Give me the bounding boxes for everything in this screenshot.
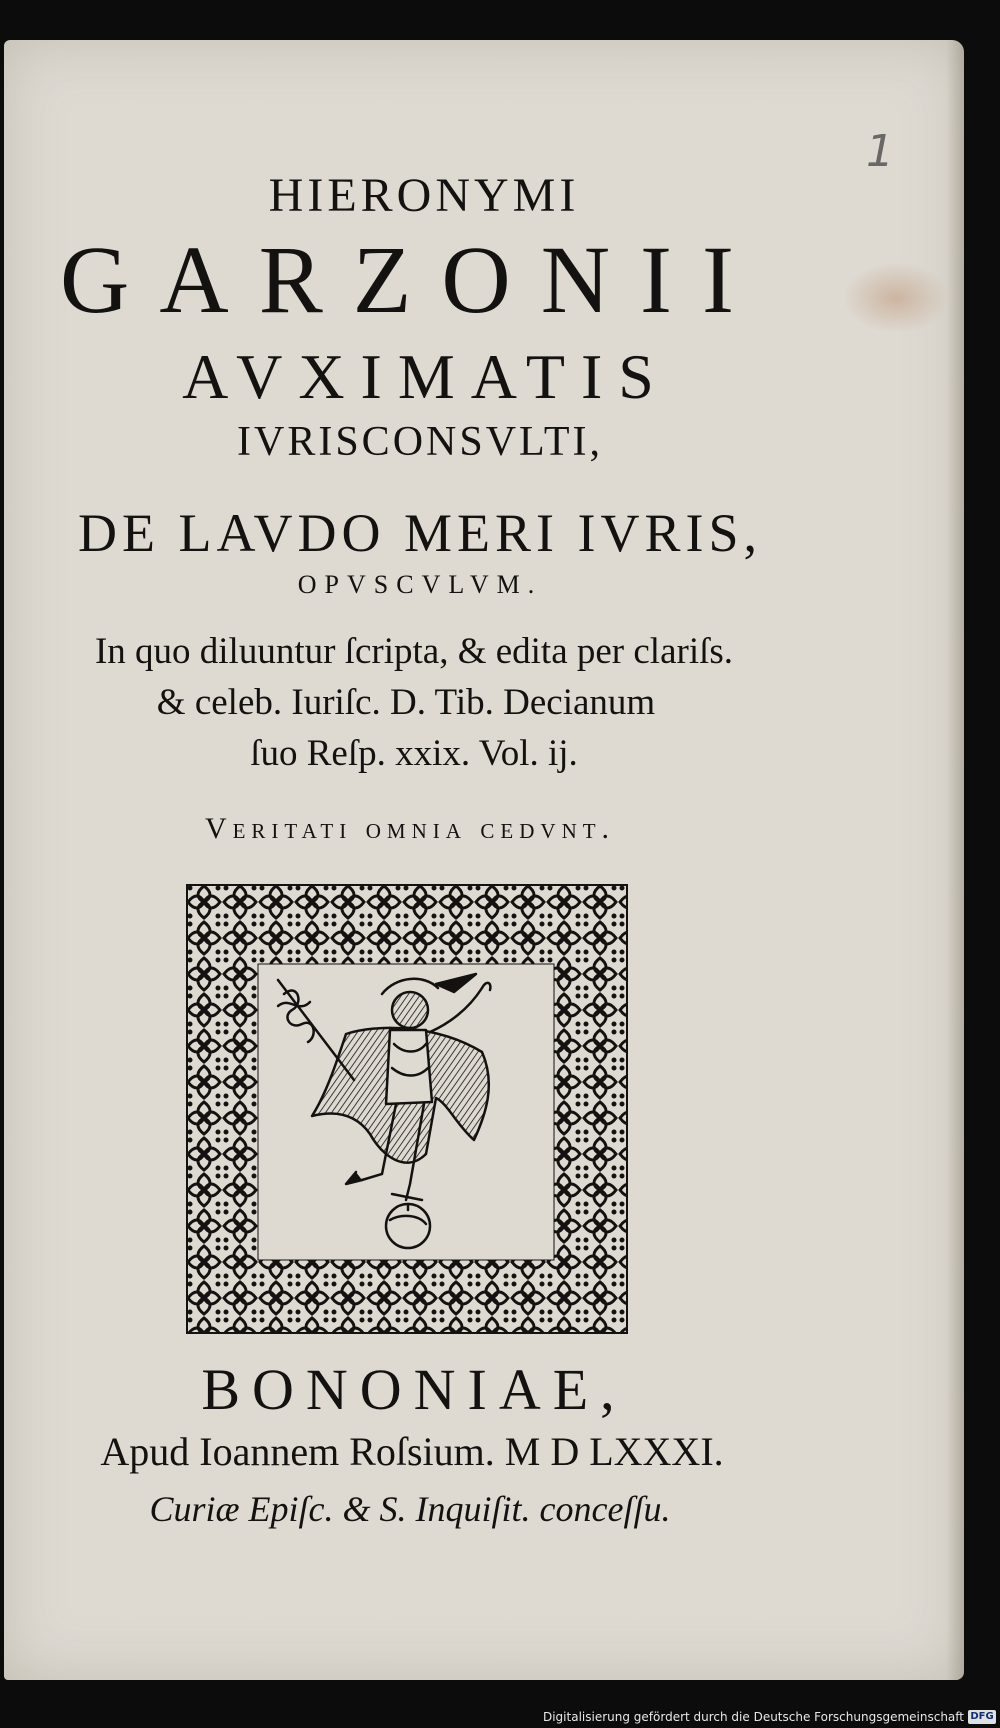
description-line-1: In quo diluuntur ſcripta, & edita per clariſs.	[94, 631, 734, 672]
funding-credit: Digitalisierung gefördert durch die Deutsche Forschungsgemeinschaft	[542, 1710, 964, 1724]
author-origin: AVXIMATIS	[182, 341, 670, 412]
dfg-logo-icon: DFG	[968, 1710, 996, 1724]
footer-bar	[0, 1704, 1000, 1728]
author-last-name: GARZONII	[60, 226, 764, 333]
imprint-city: BONONIAE,	[201, 1357, 627, 1422]
motto: Veritati omnia cedvnt.	[204, 812, 616, 845]
title-page	[4, 40, 964, 1680]
imprint-license: Curiæ Epiſc. & S. Inquiſit. conceſſu.	[149, 1489, 671, 1529]
imprint-printer-date: Apud Ioannem Roſsium. M D LXXXI.	[100, 1429, 724, 1474]
paper-stain	[842, 262, 950, 334]
mercury-woodcut-icon	[186, 884, 628, 1334]
author-profession: IVRISCONSVLTI,	[237, 419, 603, 465]
folio-number: 1	[866, 126, 894, 177]
work-type: OPVSCVLVM.	[297, 570, 543, 599]
author-first-name: HIERONYMI	[268, 169, 580, 222]
work-title: DE LAVDO MERI IVRIS,	[77, 503, 762, 563]
description-line-2: & celeb. Iuriſc. D. Tib. Decianum	[156, 682, 656, 723]
description-line-3: ſuo Reſp. xxix. Vol. ij.	[250, 733, 578, 774]
